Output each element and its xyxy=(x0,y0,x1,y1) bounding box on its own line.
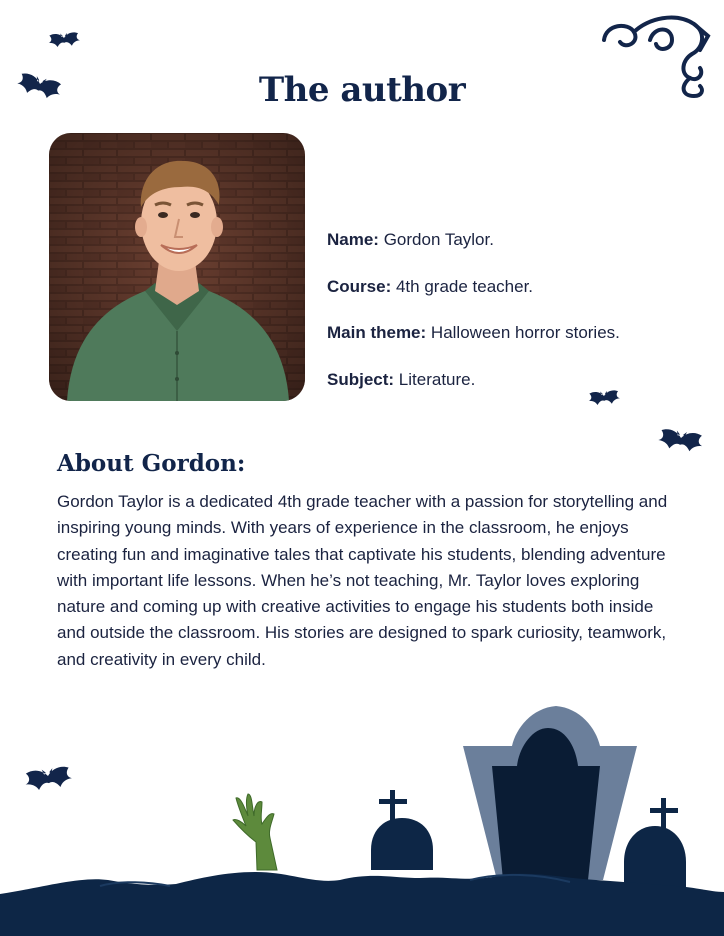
grave-cross-icon xyxy=(371,790,433,870)
fact-label: Course: xyxy=(327,276,392,296)
about-paragraph: Gordon Taylor is a dedicated 4th grade teacher with a passion for storytelling and inspiring young minds. With years of experience in the classroom, he enjoys creating fun and imaginative tales that captivate his students, blending adventure with important life lessons. When he’s not teaching, Mr. Taylor loves exploring nature and coming up with creative activities to engage his students both inside and outside the classroom. His stories are designed to spark curiosity, teamwork, and creativity in every child. xyxy=(57,492,668,669)
zombie-hand-icon xyxy=(233,794,277,870)
fact-value: Halloween horror stories. xyxy=(430,323,620,342)
page-title: The author xyxy=(258,70,466,110)
fact-subject xyxy=(327,370,707,393)
about-heading: About Gordon: xyxy=(57,450,246,477)
author-photo xyxy=(49,133,305,401)
bat-icon xyxy=(24,766,73,792)
ground xyxy=(0,872,724,936)
author-facts xyxy=(327,230,707,416)
fact-course xyxy=(327,277,707,300)
fact-value: Gordon Taylor. xyxy=(383,230,494,249)
fact-label: Name: xyxy=(327,230,379,249)
fact-label: Subject: xyxy=(327,369,395,389)
fact-name xyxy=(327,230,707,253)
bat-icon xyxy=(48,32,80,48)
bat-icon xyxy=(657,428,703,453)
fact-main-theme xyxy=(327,323,707,346)
tombstone-icon xyxy=(463,706,637,880)
teacher-portrait-icon xyxy=(49,133,305,401)
fact-value: 4th grade teacher. xyxy=(395,276,534,296)
fact-value: Literature. xyxy=(398,369,476,389)
fact-label: Main theme: xyxy=(327,323,427,342)
